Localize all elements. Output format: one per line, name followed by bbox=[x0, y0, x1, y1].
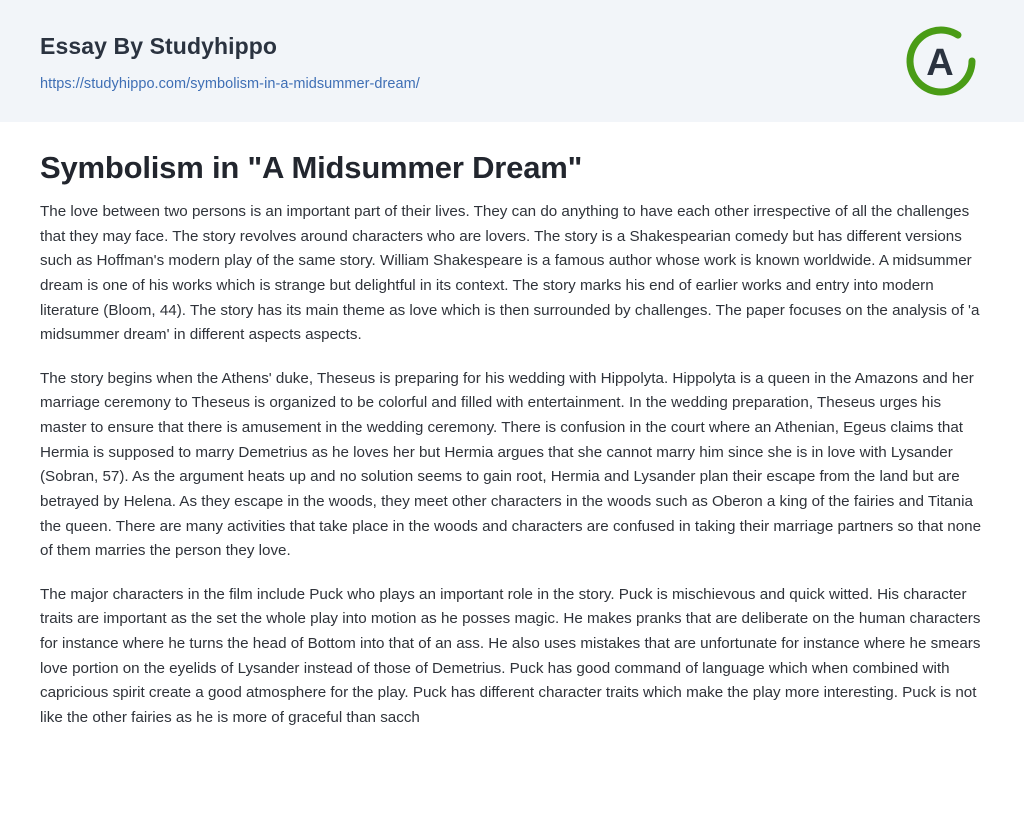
svg-text:A: A bbox=[926, 42, 954, 84]
article-paragraph: The story begins when the Athens' duke, Theseus is preparing for his wedding with Hippolyta. Hippolyta is a queen in the Amazons and her marriage ceremony to Theseus is organized to be colorful and filled with entertainment. In the wedding preparation, Theseus urges his master to ensure that there is amusement in the wedding ceremony. There is confusion in the court where an Athenian, Egeus claims that Hermia is supposed to marry Demetrius as he loves her but Hermia argues that she cannot marry him since she is in love with Lysander (Sobran, 57). As the argument heats up and no solution seems to gain root, Hermia and Lysander plan their escape from the land but are betrayed by Helena. As they escape in the woods, they meet other characters in the woods such as Oberon a king of the fairies and Titania the queen. There are many activities that take place in the woods and characters are confused in taking their marriage partners so that none of them marries the person they love. bbox=[40, 369, 982, 560]
studyhippo-logo-icon bbox=[902, 22, 980, 100]
source-url[interactable]: https://studyhippo.com/symbolism-in-a-midsummer-dream/ bbox=[40, 76, 420, 93]
page-title: Symbolism in "A Midsummer Dream" bbox=[40, 150, 583, 185]
site-brand: Essay By Studyhippo bbox=[40, 33, 278, 59]
article-paragraph: The major characters in the film include Puck who plays an important role in the story. Puck is mischievous and quick witted. His character traits are important as the set the whole play into motion as he posses magic. He makes pranks that are deliberate on the human characters for instance where he turns the head of Bottom into that of an ass. He also uses mistakes that are unfortunate for instance where he smears love portion on the eyelids of Lysander instead of those of Demetrius. Puck has good command of language which when combined with capricious spirit create a good atmosphere for the play. Puck has different character traits which make the play more interesting. Puck is not like the other fairies as he is more of graceful than sacch bbox=[40, 585, 981, 726]
site-header bbox=[0, 0, 1024, 122]
article-body bbox=[0, 122, 1024, 731]
article-paragraph: The love between two persons is an important part of their lives. They can do anything to have each other irrespective of all the challenges that they may face. The story revolves around characters who are lovers. The story is a Shakespearian comedy but has different versions such as Hoffman's modern play of the same story. William Shakespeare is a famous author whose work is known worldwide. A midsummer dream is one of his works which is strange but delightful in its context. The story marks his end of earlier works and entry into modern literature (Bloom, 44). The story has its main theme as love which is then surrounded by challenges. The paper focuses on the analysis of 'a midsummer dream' in different aspects aspects. bbox=[40, 203, 980, 344]
